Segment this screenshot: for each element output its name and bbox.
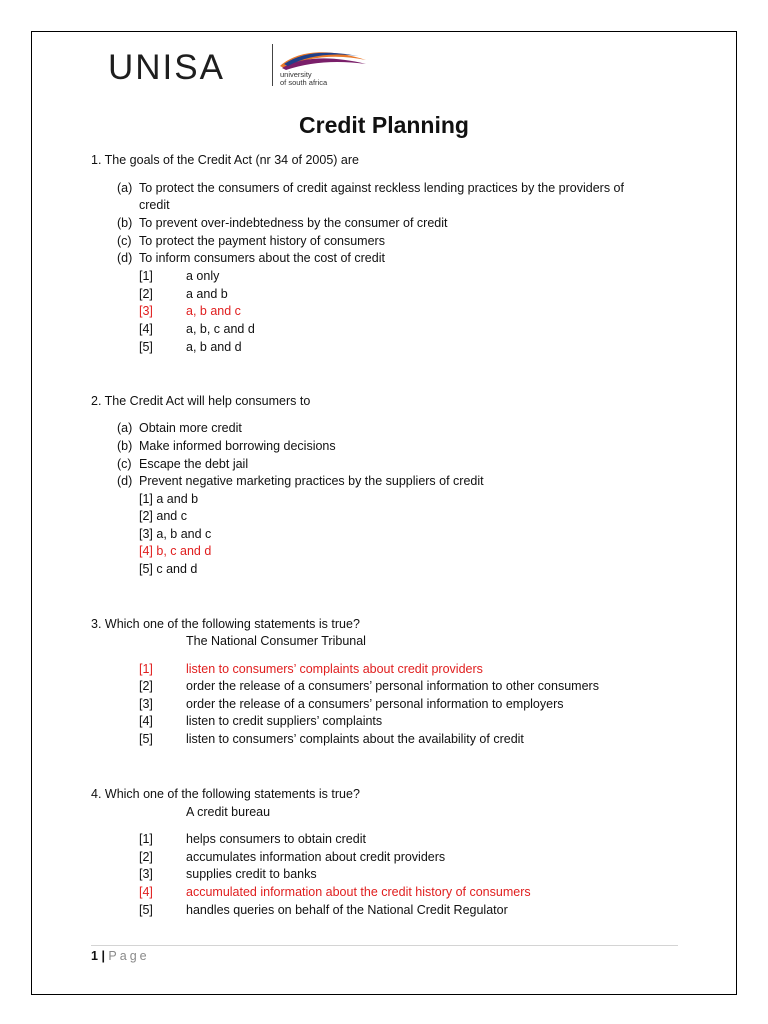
page-number: 1 [91, 949, 98, 963]
q4-stem: 4. Which one of the following statements is true? [91, 787, 360, 801]
q4-subject: A credit bureau [186, 805, 271, 819]
q2-answer-4: [4] b, c and d [139, 544, 212, 558]
logo-subtitle-line2: of south africa [280, 77, 328, 87]
q1-option-b-letter: (b) [117, 216, 133, 230]
q3-answer-1-text: listen to consumers’ complaints about credit providers [186, 662, 483, 676]
q4-answer-5-num: [5] [139, 903, 153, 917]
q4-answer-3-text: supplies credit to banks [186, 867, 317, 881]
q4-answer-4-num: [4] [139, 885, 153, 899]
q4-answer-1-text: helps consumers to obtain credit [186, 832, 366, 846]
unisa-logo [100, 44, 370, 90]
q1-answer-4-text: a, b, c and d [186, 322, 255, 336]
q3-answer-4-num: [4] [139, 714, 153, 728]
q1-answer-1-text: a only [186, 269, 220, 283]
q2-option-b-text: Make informed borrowing decisions [139, 439, 336, 453]
q3-answer-4-text: listen to credit suppliers’ complaints [186, 714, 383, 728]
footer-separator: | [101, 949, 105, 963]
q3-answer-1-num: [1] [139, 662, 153, 676]
q1-option-a-letter: (a) [117, 181, 133, 195]
q2-option-c-text: Escape the debt jail [139, 457, 249, 471]
q1-option-d-letter: (d) [117, 251, 133, 265]
q2-option-d-text: Prevent negative marketing practices by the suppliers of credit [139, 474, 484, 488]
q2-answer-5: [5] c and d [139, 562, 198, 576]
q1-answer-5-text: a, b and d [186, 340, 242, 354]
q2-option-c-letter: (c) [117, 457, 132, 471]
q2-option-d-letter: (d) [117, 474, 133, 488]
q4-answer-5-text: handles queries on behalf of the National Credit Regulator [186, 903, 508, 917]
q3-answer-2-text: order the release of a consumers’ personal information to other consumers [186, 679, 599, 693]
q2-option-a-text: Obtain more credit [139, 421, 242, 435]
q4-answer-3-num: [3] [139, 867, 153, 881]
q2-answer-1: [1] a and b [139, 492, 199, 506]
q1-option-a-text: To protect the consumers of credit against reckless lending practices by the providers of [139, 181, 624, 195]
logo-wordmark: UNISA [108, 48, 225, 87]
logo-divider [272, 44, 273, 86]
q1-option-d-text: To inform consumers about the cost of credit [139, 251, 385, 265]
logo-subtitle [280, 71, 327, 86]
q1-answer-3-num: [3] [139, 304, 153, 318]
q2-answer-2: [2] and c [139, 509, 187, 523]
q3-answer-5-text: listen to consumers’ complaints about the availability of credit [186, 732, 524, 746]
q4-answer-2-text: accumulates information about credit providers [186, 850, 446, 864]
q1-answer-5-num: [5] [139, 340, 153, 354]
q4-answer-1-num: [1] [139, 832, 153, 846]
page-footer [91, 948, 150, 965]
q1-answer-3-text: a, b and c [186, 304, 241, 318]
footer-divider [91, 945, 678, 946]
logo-subtitle-line1: university [280, 70, 312, 79]
q4-answer-2-num: [2] [139, 850, 153, 864]
q1-stem: 1. The goals of the Credit Act (nr 34 of 2005) are [91, 153, 359, 167]
q3-subject: The National Consumer Tribunal [186, 634, 366, 648]
q1-answer-1-num: [1] [139, 269, 153, 283]
q3-answer-5-num: [5] [139, 732, 153, 746]
q2-option-b-letter: (b) [117, 439, 133, 453]
q3-stem: 3. Which one of the following statements is true? [91, 617, 360, 631]
q2-stem: 2. The Credit Act will help consumers to [91, 394, 311, 408]
q1-answer-2-num: [2] [139, 287, 153, 301]
q1-option-c-text: To protect the payment history of consumers [139, 234, 385, 248]
q3-answer-3-num: [3] [139, 697, 153, 711]
q4-answer-4-text: accumulated information about the credit history of consumers [186, 885, 531, 899]
page-label: Page [108, 949, 150, 963]
q1-option-c-letter: (c) [117, 234, 132, 248]
q1-option-a-text-cont: credit [139, 198, 170, 212]
q1-answer-4-num: [4] [139, 322, 153, 336]
q1-option-b-text: To prevent over-indebtedness by the consumer of credit [139, 216, 448, 230]
q3-answer-3-text: order the release of a consumers’ personal information to employers [186, 697, 564, 711]
q3-answer-2-num: [2] [139, 679, 153, 693]
page-title: Credit Planning [299, 112, 469, 138]
logo-swoosh-icon [278, 46, 368, 70]
q1-answer-2-text: a and b [186, 287, 228, 301]
q2-option-a-letter: (a) [117, 421, 133, 435]
q2-answer-3: [3] a, b and c [139, 527, 212, 541]
